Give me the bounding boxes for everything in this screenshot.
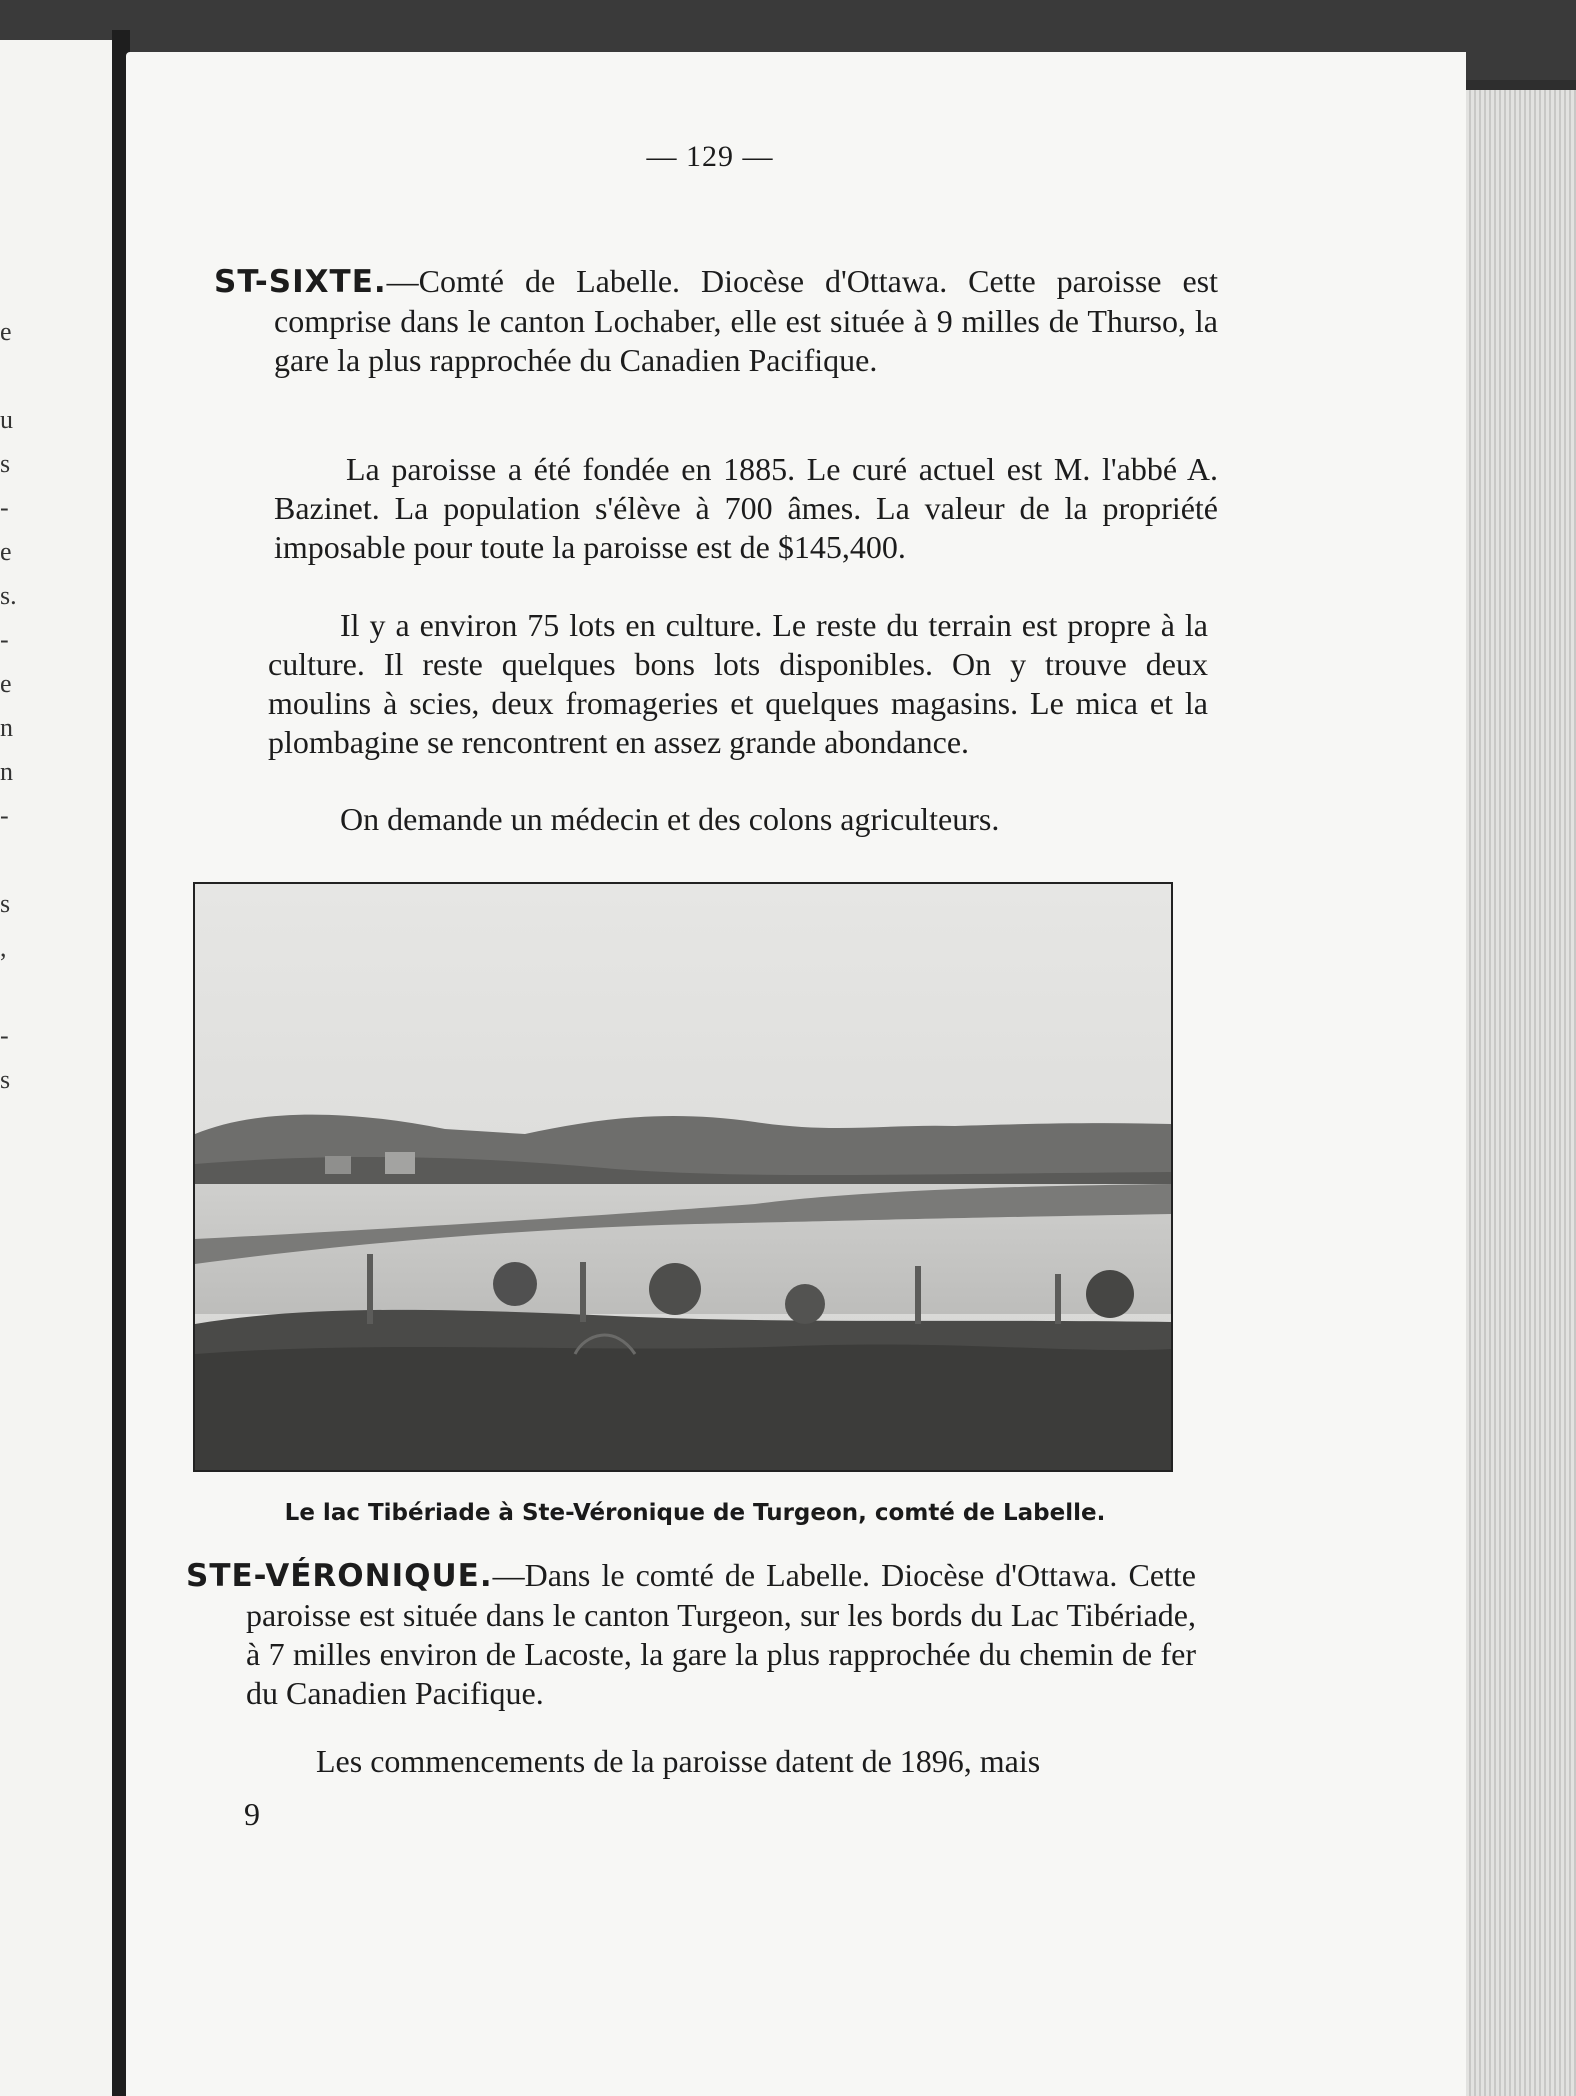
left-margin-glyph: n [0,713,13,742]
left-margin-glyph: s [0,889,11,918]
left-margin-glyph: n [0,757,13,786]
left-margin-glyph [0,970,20,1014]
left-margin-glyph: - [0,493,9,522]
entry-ste-veronique-intro [186,1556,1196,1713]
lake-scene-illustration [195,884,1171,1470]
entry-heading-ste-veronique: STE-VÉRONIQUE. [186,1558,493,1594]
left-margin-glyph: e [0,317,12,346]
photo-caption: Le lac Tibériade à Ste-Véronique de Turgeon, comté de Labelle. [284,1500,1106,1526]
left-page [0,40,112,2096]
left-page-margin-text [0,310,20,1102]
left-margin-glyph [0,838,20,882]
entry-st-sixte-paragraph-4: On demande un médecin et des colons agriculteurs. [340,801,1000,837]
left-margin-glyph: e [0,669,12,698]
signature-mark: 9 [244,1796,260,1832]
left-margin-glyph: s [0,449,11,478]
entry-st-sixte-paragraph-3: Il y a environ 75 lots en culture. Le reste du terrain est propre à la culture. Il reste quelques bons lots disponibles. On y trouve deux moulins à scies, deux fromageries et quelques magasins. Le mica et la plombagine se rencontrent en assez grande abondance. [268,607,1208,760]
entry-heading-st-sixte: ST-SIXTE. [214,264,387,300]
entry-text: —Dans le comté de Labelle. Diocèse d'Ottawa. Cette paroisse est située dans le canton Turgeon, sur les bords du Lac Tibériade, à 7 milles environ de Lacoste, la gare la plus rapprochée du chemin de fer du Canadien Pacifique. [246,1557,1196,1711]
lake-photograph [193,882,1173,1472]
left-margin-glyph: - [0,625,9,654]
left-margin-glyph: s. [0,581,17,610]
page-edges [1466,90,1576,2096]
entry-ste-veronique-paragraph-2: Les commencements de la paroisse datent de 1896, mais [316,1743,1041,1779]
entry-st-sixte-intro [214,262,1218,380]
entry-st-sixte-paragraph-2: La paroisse a été fondée en 1885. Le curé actuel est M. l'abbé A. Bazinet. La population s'élève à 700 âmes. La valeur de la propriété imposable pour toute la paroisse est de $145,400. [274,451,1218,565]
left-margin-glyph [0,354,20,398]
left-margin-glyph: e [0,537,12,566]
left-margin-glyph: u [0,405,13,434]
left-margin-glyph: , [0,933,7,962]
left-margin-glyph: s [0,1065,11,1094]
entry-text: —Comté de Labelle. Diocèse d'Ottawa. Cette paroisse est comprise dans le canton Lochaber, elle est située à 9 milles de Thurso, la gare la plus rapprochée du Canadien Pacifique. [274,263,1218,378]
left-margin-glyph: - [0,801,9,830]
page-number: — 129 — [646,140,774,173]
left-margin-glyph: - [0,1021,9,1050]
